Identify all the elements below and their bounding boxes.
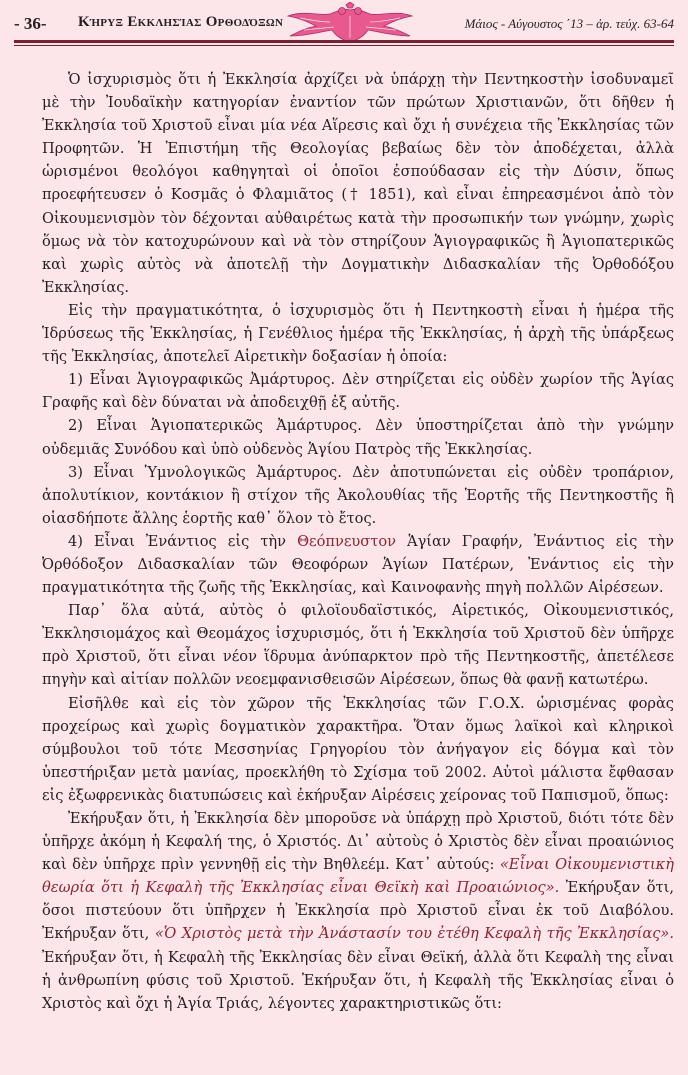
issue-info: Μάιος - Αύγουστος ΄13 – ἀρ. τεύχ. 63-64 <box>464 16 674 31</box>
paragraph: Εἰς τὴν πραγματικότητα, ὁ ἰσχυρισμὸς ὅτι ἡ Πεντηκοστὴ εἶναι ἡ ἡμέρα τῆς Ἱδρύσεως τῆς Ἐκκλησίας, ἡ Γενέθλιος ἡμέρα τῆς Ἐκκλησίας, ἡ ἀρχὴ τῆς ὑπάρξεως τῆς Ἐκκλησίας, ἀποτελεῖ Αἱρετικὴν δοξασίαν ἡ ὁποία: <box>42 301 674 366</box>
page-header <box>0 0 688 62</box>
list-item-text: 4) Εἶναι Ἐνάντιος εἰς τὴν <box>68 532 298 550</box>
header-divider <box>14 40 674 43</box>
paragraph-text: Ἐκήρυξαν ὅτι, ἡ Κεφαλὴ τῆς Ἐκκλησίας δὲν εἶναι Θεϊκή, ἀλλὰ ὅτι Κεφαλὴ της εἶναι ἡ ἀνθρωπίνη φύσις τοῦ Χριστοῦ. Ἐκήρυξαν ὅτι, ἡ Κεφαλὴ τῆς Ἐκκλησίας εἶναι ὁ Χριστὸς καὶ ὄχι ἡ Ἁγία Τριάς, λέγοντες χαρακτηριστικῶς ὅτι: <box>42 948 674 1012</box>
list-item <box>42 530 674 599</box>
highlighted-word: Θεόπνευστον <box>297 532 396 550</box>
page-number: - 36- <box>14 14 47 33</box>
quote: «Εἶναι Οἰκουμενιστικὴ θεωρία ὅτι ἡ Κεφαλὴ τῆς Ἐκκλησίας εἶναι Θεϊκὴ καὶ Προαιώνιος». <box>42 856 674 897</box>
paragraph: Εἰσῆλθε καὶ εἰς τὸν χῶρον τῆς Ἐκκλησίας τῶν Γ.Ο.Χ. ὡρισμένας φορὰς προχείρως καὶ χωρὶς δογματικὸν χαρακτῆρα. Ὅταν ὅμως λαϊκοὶ καὶ κληρικοὶ σύμβουλοι τοῦ τότε Μεσσηνίας Γρηγορίου τὸν ἀνήγαγον εἰς δόγμα καὶ τὸν ὑπεστήριξαν μετὰ μανίας, προεκλήθη τὸ Σχίσμα τοῦ 2002. Αὐτοὶ μάλιστα ἔφθασαν εἰς ἐξωφρενικὰς διατυπώσεις καὶ ἐκήρυξαν Αἱρέσεις χείρονας τοῦ Παπισμοῦ, ὅπως: <box>42 694 674 804</box>
paragraph: Ὁ ἰσχυρισμὸς ὅτι ἡ Ἐκκλησία ἀρχίζει νὰ ὑπάρχῃ τὴν Πεντηκοστὴν ἰσοδυναμεῖ μὲ τὴν Ἰουδαϊκὴν κατηγορίαν ἐναντίον τῶν πρώτων Χριστιανῶν, ὅτι δῆθεν ἡ Ἐκκλησία τοῦ Χριστοῦ εἶναι μία νέα Αἵρεσις καὶ ὄχι ἡ συνέχεια τῆς Ἐκκλησίας τῶν Προφητῶν. Ἡ Ἐπιστήμη τῆς Θεολογίας βεβαίως δὲν τὸν ἀποδέχεται, ἀλλὰ ὡρισμένοι θεολόγοι καθηγηταὶ οἱ ὁποῖοι ἐσπούδασαν εἰς τὴν Δύσιν, ὅπως προεφήτευσεν ὁ Κοσμᾶς ὁ Φλαμιᾶτος († 1851), καὶ εἶναι ἐπηρεασμένοι ἀπὸ τὸν Οἰκουμενισμὸν τὸν δέχονται αὐθαιρέτως κατὰ τὴν προσωπικήν των γνώμην, χωρὶς ὅμως νὰ τὸν κατοχυρώνουν καὶ νὰ τὸν στηρίζουν Ἁγιογραφικῶς ἢ Ἁγιοπατερικῶς καὶ χωρὶς αὐτὸς νὰ ἀποτελῇ τὴν Δογματικὴν Διδασκαλίαν τῆς Ὀρθοδόξου Ἐκκλησίας. <box>42 71 674 296</box>
magazine-title: Κήρυξ Εκκλησίας Ορθοδόξων <box>78 14 284 30</box>
list-item-text: Ἁγίαν Γραφήν, Ἐνάντιος εἰς τὴν Ὀρθόδοξον Διδασκαλίαν τῶν Θεοφόρων Ἁγίων Πατέρων, Ἐνάντιος εἰς τὴν πραγματικότητα τῆς ζωῆς τῆς Ἐκκλησίας, καὶ Καινοφανὴς πηγὴ πολλῶν Αἱρέσεων. <box>42 532 674 597</box>
paragraph-text: Ἐκήρυξαν ὅτι, ἡ Ἐκκλησία δὲν μποροῦσε νὰ ὑπάρχῃ πρὸ Χριστοῦ, διότι τότε δὲν ὑπῆρχε ἀκόμη ἡ Κεφαλή της, ὁ Χριστός. Δι᾽ αὐτοὺς ὁ Χριστὸς δὲν εἶναι προαιώνιος καὶ δὲν ὑπῆρχε πρὶν γεννηθῇ εἰς τὴν Βηθλεέμ. Κατ᾽ αὐτούς: <box>42 810 674 874</box>
paragraph-text: Ἐκήρυξαν ὅτι, ὅσοι πιστεύουν ὅτι ὑπῆρχεν ἡ Ἐκκλησία πρὸ Χριστοῦ εἶναι ἐκ τοῦ Διαβόλου. Ἐκήρυξαν ὅτι, <box>42 879 674 943</box>
list-item: 2) Εἶναι Ἁγιοπατερικῶς Ἀμάρτυρος. Δὲν ὑποστηρίζεται ἀπὸ τὴν γνώμην οὐδεμιᾶς Συνόδου καὶ ὑπὸ οὐδενὸς Ἁγίου Πατρὸς τῆς Ἐκκλησίας. <box>42 417 674 458</box>
list-item: 1) Εἶναι Ἁγιογραφικῶς Ἀμάρτυρος. Δὲν στηρίζεται εἰς οὐδὲν χωρίον τῆς Ἁγίας Γραφῆς καὶ δὲν δύναται νὰ ἀποδειχθῇ ἐξ αὐτῆς. <box>42 371 674 412</box>
list-item: 3) Εἶναι Ὑμνολογικῶς Ἀμάρτυρος. Δὲν ἀποτυπώνεται εἰς οὐδὲν τροπάριον, ἀπολυτίκιον, κοντάκιον ἢ στίχον τῆς Ἀκολουθίας τῆς Ἑορτῆς τῆς Πεντηκοστῆς ἢ οἱασδήποτε ἄλλης ἑορτῆς καθ᾽ ὅλον τὸ ἔτος. <box>42 463 674 527</box>
quote: «Ὁ Χριστὸς μετὰ τὴν Ἀνάστασίν του ἐτέθη Κεφαλὴ τῆς Ἐκκλησίας». <box>154 925 675 943</box>
header-divider-thin <box>14 45 674 46</box>
paragraph <box>42 807 674 1015</box>
article-body <box>42 68 674 1015</box>
paragraph: Παρ᾽ ὅλα αὐτά, αὐτὸς ὁ φιλοϊουδαϊστικός, Αἱρετικός, Οἰκουμενιστικός, Ἐκκλησιομάχος καὶ Θεομάχος ἰσχυρισμός, ὅτι ἡ Ἐκκλησία τοῦ Χριστοῦ δὲν ὑπῆρχε πρὸ Χριστοῦ, ὅτι εἶναι νέον ἵδρυμα ἀνύπαρκτον πρὸ τῆς Πεντηκοστῆς, ἀπετέλεσε πηγὴν καὶ αἰτίαν πολλῶν νεοεμφανισθεισῶν Αἱρέσεων, ὅπως θὰ φανῇ κατωτέρω. <box>42 602 674 689</box>
